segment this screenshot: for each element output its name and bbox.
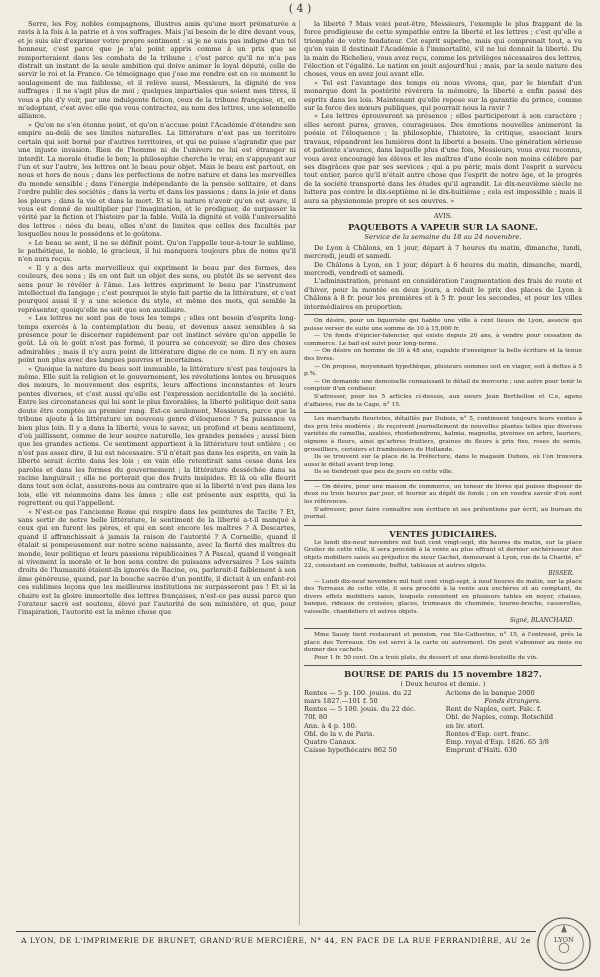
paragraph: « Les lettres ne sont pas de tous les temps ; elles ont besoin d'esprits long-temps exercés à la contemplation du beau, et devenus assez sensibles à sa présence pour le discerner rapidement par cet instinct sévère qu'on appelle le goût. Là où le goût n'est pas formé, il pourra se concevoir, se dire des choses admirables ; mais il n'y aura point de littérature digne de ce nom. Il n'y en aura point non plus avec des langues pauvres et incertaines.: [18, 314, 296, 365]
bourse-right-cell: Actions de la banque 2000: [445, 688, 535, 697]
paquebots-title: PAQUEBOTS A VAPEUR SUR LA SAONE.: [348, 222, 538, 233]
library-stamp-icon: [535, 915, 593, 973]
avis-heading: AVIS.: [433, 211, 453, 220]
bourse-left-cell: Ann. à 4 p. 100.: [304, 721, 357, 730]
notice: S'adresser, pour les 5 articles ci-dessus, aux sieurs Jean Berthollon et C.e, agens d'affaires, rue de la Cage, n° 15.: [304, 393, 582, 408]
paragraph: « Le beau se sent, il ne se définit point. Qu'on l'appelle tour-à-tour le sublime, le pathétique, le noble, le gracieux, il lui manquera toujours plus de noms qu'il n'en aura reçus.: [18, 238, 296, 264]
small-notices: [304, 318, 582, 522]
paragraph: Le lundi dix-neuf novembre mil huit cent vingt-sept, dix heures du matin, sur la place Grolier de cette ville, il sera procédé à la vente au plus offrant et dernier enchérisseur des objets mobiliers saisis au préjudice du sieur Gachet, demeurant à Lyon, rue de la Charité, n° 22, consistant en commode, buffet, tableaux et autres objets.: [304, 539, 582, 569]
bourse-right-cell: Obl. de Naples, comp. Rotschild: [445, 713, 554, 722]
bourse-right-cell: Rentes d'Esp. cert. franc.: [445, 729, 531, 738]
section-rule: [304, 412, 582, 413]
column-divider: [299, 20, 300, 925]
paragraph: — Lundi dix-neuf novembre mil huit cent vingt-sept, à neuf heures du matin, sur la place des Terreaux de cette ville, il sera procédé à la vente aux enchères et au comptant, de divers effets mobiliers saisis, lesquels consistent en plusieurs tables en noyer, chaises, banque, rideaux de croisées, glaces, trumeaux de cheminée, tourne-broche, casserolles, vaisselle, chandeliers et autres objets.: [304, 578, 582, 615]
table-row: [304, 722, 582, 730]
bourse-left-cell: Caisse hypothécaire 862 50: [304, 746, 397, 755]
bourse-left-cell: Quatre Canaux.: [304, 738, 357, 746]
table-row: [304, 705, 582, 713]
bourse-left-cell: Rentes — 5 100. jouis. du 22 déc.: [304, 705, 416, 714]
bourse-left-cell: mars 1827.—101 f. 50: [304, 696, 378, 705]
bourse-right-cell: Emprunt d'Haïti. 630: [445, 746, 517, 755]
bourse-right-cell: Emp. royal d'Esp. 1826. 65 3/8: [445, 738, 549, 746]
page-number: ( 4 ): [288, 2, 312, 15]
paquebots-subtitle: Service de la semaine du 18 au 24 novembre.: [364, 233, 522, 242]
paragraph: Serre, les Foy, nobles compagnons, illustres amis qu'une mort prématurée a ravis à la fois à la patrie et à vos suffrages. Mais j'ai besoin de le dire devant vous, et je suis sûr d'exprimer votre propre sentiment : si je ne suis pas indigne d'un tel honneur, c'est parce que je n'ai point appris comme à un prix que se remporteraient dans les combats de la tribune ; c'est parce qu'il ne m'a pas distrait un instant de la seule ambition qui doive animer le loyal député, celle de servir le roi et la France. Ce témoignage que j'ose me rendre est en ce moment le soulagement de ma faiblesse, et il relève aussi, Messieurs, la dignité de vos suffrages : il ne s'agit plus de moi ; quelques impartiales que soient mes titres, il vous a plu d'y voir, par une indulgente fiction, ceux de la tribune française, et, en m'adoptant, c'est avec elle que vous contractez, au nom des lettres, une solennelle alliance.: [18, 20, 296, 121]
notice: — Un fonds d'épicier-faïencier, qui existe depuis 20 ans, à vendre pour cessation de commerce. Le bail est suivi pour long-terme.: [304, 333, 582, 347]
bourse-right-cell: Fonds étrangers.: [484, 696, 542, 705]
notice: Mme Sauzy tient restaurant et pension, rue Ste-Catherine, n° 15, à l'entresol, près la place des Terreaux. On est servi à la carte ou autrement. On peut s'abonner au mois ou donner des cachets.: [304, 632, 582, 654]
paragraph: la liberté ? Mais voici peut-être, Messieurs, l'exemple le plus frappant de la force prodigieuse de cette sympathie entre la liberté et les lettres ; c'est qu'elle a triomphé de votre fondateur. Cet esprit superbe, mais qui comprenait tout, a vu qu'en vain il destinait l'Académie à l'immortalité, s'il ne lui donnait la liberté. Du la main de Richelieu, vous avez reçu, comme les privilèges nécessaires des lettres, l'élection et l'égalité. Le nation en jouit aujourd'hui ; mais, par la seule nature des choses, vous en avez joui avant elle.: [304, 20, 582, 79]
section-rule: [304, 208, 582, 209]
section-rule: [304, 314, 582, 315]
paragraph: De Châlons à Lyon, en 1 jour, départ à 6 heures du matin, dimanche, mardi, mercredi, vendredi et samedi.: [304, 260, 582, 277]
section-rule: [304, 480, 582, 481]
table-row: [304, 697, 582, 705]
paragraph: « Tel est l'avantage des temps où nous vivons, que, par le bienfait d'un monarque dont la postérité révérera la mémoire, la liberté a enfin passé des esprits dans les lois. Maintenant qu'elle repose sur la garantie du prince, comme sur la force des mœurs publiques, qui pourrait nous la ravir ?: [304, 78, 582, 113]
paragraph: « Quoique la nature du beau soit immuable, la littérature n'est pas toujours la même. Elle suit la religion et le gouvernement, les révolutions lentes ou brusques des mœurs, le mouvement des esprits, leurs affections inconstantes et leurs pentes diverses, et c'est aussi qu'elle est l'expression accidentelle de la société. Entre les circonstances qui lui sont le plus favorables, la liberté politique doit sans doute être comptée au premier rang. Est-ce seulement, Messieurs, parce que la tribune ajoute à la littérature un nouveau genre d'éloquence ? Sa puissance va bien plus loin. Il y a dans la liberté, vous le savez, un profond et beau sentiment, d'où jaillissent, comme de leur source naturelle, les grandes pensées ; aussi bien que les grandes actions. Ce sentiment appartient à la littérature tout entière ; ce n'est pas assez dire, il lui est nécessaire. S'il n'était pas dans les esprits, en vain la liberté serait écrite dans les lois ; en vain elle retentirait sans cesse dans les paroles et dans les formes du gouvernement ; la littérature desséchée dans sa racine languirait ; elle ne porterait que des fruits insipides. Et là où elle fleurit dans tout son éclat, assurons-nous au contraire que si la liberté n'est pas dans les lois, elle vit néanmoins dans les âmes ; elle est présente aux esprits, qui la regrettent ou qui l'appellent.: [18, 364, 296, 508]
notice: — On désire, pour une maison de commerce, un teneur de livres qui puisse disposer de deux ou trois heures par jour, et fournir au dépôt de fonds ; on en voudra savoir d'où sont les références.: [304, 483, 582, 506]
notice: Les marchands fleuristes, détaillés par Dubois, n° 5, continuent toujours leurs ventes à des prix très modérés ; ils reçoivent journellement de nouvelles plantes telles que diverses variétés de camellia, azalées, rhododendrons, kalmia, magnolia, pivoines en arbre, lauriers, oignons à fleurs, ainsi qu'arbres fruitiers, graines de fleurs à prix fixe, roses de semis, groseilliers, cerisiers et framboisiers de Hollande.: [304, 416, 582, 453]
section-rule: [304, 628, 582, 629]
paragraph: « Il y a des arts merveilleux qui expriment le beau par des formes, des couleurs, des sons ; ils en ont fait un objet des sens, ou plutôt ils se servent des sens pour le révéler à l'âme. Les lettres expriment le beau par l'instrument intellectuel du langage ; c'est pourquoi le style fait partie de la littérature, et c'est pourquoi aussi il y a une science du style, et même des mots, qui semble la représenter, quoiqu'elle ne soit que son auxiliaire.: [18, 263, 296, 314]
notice: — On demande une demoiselle connaissant le détail de mercerie ; une autre pour tenir le comptoir d'un confiseur.: [304, 378, 582, 393]
notice: On désire, pour un liquoriste qui habite une ville à cent lieues de Lyon, associé qui puisse verser de suite une somme de 10 à 15,000 fr.: [304, 318, 582, 332]
notice: Ils se tiendront que peu de jours en cette ville.: [314, 469, 454, 476]
bourse-subtitle: ( Deux heures et demie. ): [400, 680, 486, 689]
imprint-footer: A LYON, DE L'IMPRIMERIE DE BRUNET, GRAND'RUE MERCIÈRE, N° 44, EN FACE DE LA RUE FERRANDIÈRE, AU 2e: [16, 931, 536, 945]
section-rule: [304, 525, 582, 526]
right-column: [304, 20, 582, 928]
paragraph: « N'est-ce pas l'ancienne Rome qui respire dans les peintures de Tacite ? Et, sans sortir de notre belle littérature, le sentiment de la liberté a-t-il manqué à ceux qui en furent les pères, et qui en sont encore les maîtres ? A Descartes, quand il affranchissait à jamais la raison de l'autorité ? A Corneille, quand il étalait si pompeusement sur notre scène naissante, avec la fierté des maîtres du monde, leur politique et leurs passions républicaines ? A Pascal, quand il vengeait si vivement la morale et le bon sens contre de puissans adversaires ? Les saints droits de l'humanité étaient-ils ignorés de Racine, ou, parlerait-il faiblement à son âme généreuse, quand, par la bouche sacrée d'un pontife, il dictait à un enfant-roi ces sublimes leçons que les meilleures institutions ne surpasseront pas ! Et si la chaire est la gloire immortelle des lettres françaises, n'est-ce pas aussi parce que l'orateur sacré est soutenu, élevé par l'autorité de son ministère, et que, pour l'inspiration, l'autorité est la même chose que: [18, 507, 296, 617]
paragraph: « Qu'on ne s'en étonne point, et qu'on n'accuse point l'Académie d'étendre son empire au-delà de ses limites naturelles. La littérature n'est pas un territoire certain qui soit borné par d'autres territoires, et qui ne puisse s'agrandir que par une injuste invasion. Rien de l'homme ni de l'univers ne lui est étranger ni interdit. La morale étudie le bon; la philosophie cherche le vrai; en s'appuyant sur l'un et sur l'autre, les lettres ont le beau pour objet. Mais le beau est partout, en nous et hors de nous ; dans les perfections de notre nature et dans les merveilles du monde sensible ; dans l'énergie indépendante de la pensée solitaire, et dans l'ordre public des sociétés ; dans la vertu et dans les passions ; dans la joie et dans les pleurs ; dans la vie et dans la mort. Et si la nature n'avoir qu'en est avare, il vous est donné de multiplier par l'imagination, et le prodiguer, de surpasser la vérité par la fiction et l'histoire par la fable. Voilà la dignité et voilà l'universalité des lettres : nées du beau, elles n'ont de limites que celles des facultés par lesquelles nous le possédons et le goûtons.: [18, 120, 296, 239]
bourse-left-cell: 70f. 80: [304, 713, 328, 722]
paragraph: L'administration, prenant en considération l'augmentation des frais de route et d'hiver, pour la montée en deux jours, a réduit le prix des places de Lyon à Châlons à 8 fr. pour les premières et à 5 fr. pour les secondes, et pour les villes intermédiaires en proportion.: [304, 277, 582, 311]
table-row: [304, 713, 582, 721]
paragraph: De Lyon à Châlons, en 1 jour, départ à 7 heures du matin, dimanche, lundi, mercredi, jeudi et samedi.: [304, 243, 582, 261]
bourse-right-cell: en liv. sterl.: [445, 721, 485, 730]
bourse-table: [304, 689, 582, 755]
table-row: [304, 689, 582, 697]
table-row: [304, 730, 582, 738]
signature: Signé, BLANCHARD.: [509, 616, 574, 624]
bourse-left-cell: Rentes — 5 p. 100. jouiss. du 22: [304, 688, 412, 697]
bourse-title: BOURSE DE PARIS du 15 novembre 1827.: [344, 669, 542, 680]
paragraph: « Les lettres éprouveront sa présence ; elles participeront à son caractère ; elles seront pures, graves, courageuses. Des émotions nouvelles animeront la poésie et l'éloquence ; la philosophie, l'histoire, la critique, associant leurs travaux, répandront les lumières dont la liberté a besoin. Une génération sérieuse et patiente s'avance, dans laquelle plus d'une fois, Messieurs, vous avez reconnu, vous avez encouragé les élèves et les maîtres d'une école non moins célèbre par ses disgrâces que par ses services ; qui a pu périr, mais dont l'esprit a survécu tout entier, parce qu'il n'était autre chose que l'esprit de notre âge, et le progrès de la société transporté dans les études qu'il agrandit. Le dix-neuvième siècle ne luttera pas contre le dix-septième ni le dix-huitième ; cela est impossible ; mais il aura sa physionomie propre et ses œuvres. »: [304, 112, 582, 205]
notice: Ils se trouvent sur la place de la Préfecture, dans le magasin Dubois, où l'on trouvera aussi le détail avant trop long.: [304, 454, 582, 468]
notice: — On désire un homme de 30 à 48 ans, capable d'enseigner la belle écriture et la tenue des livres.: [304, 348, 582, 362]
bourse-left-cell: Obl. de la v. de Paris.: [304, 729, 375, 738]
bourse-right-cell: Rent de Naples, cert. Falc. f.: [445, 705, 542, 714]
table-row: [304, 746, 582, 754]
section-rule: [304, 665, 582, 666]
notice: — On propose, moyennant hypothèque, plusieurs sommes soit en viager, soit à dettes à 5 p.%.: [304, 363, 582, 378]
signature: BISSER.: [548, 570, 574, 578]
ventes-title: VENTES JUDICIAIRES.: [389, 528, 497, 539]
ventes-body: [304, 540, 582, 663]
notice: S'adresser, pour faire connaître son écriture et ses prétentions par écrit, au bureau du journal.: [304, 506, 582, 521]
table-row: [304, 738, 582, 746]
stamp-text: LYON: [554, 936, 574, 945]
notice: Pour 1 fr. 50 cent. On a trois plats, du dessert et une demi-bouteille de vin.: [314, 654, 538, 661]
left-column: [18, 20, 296, 928]
